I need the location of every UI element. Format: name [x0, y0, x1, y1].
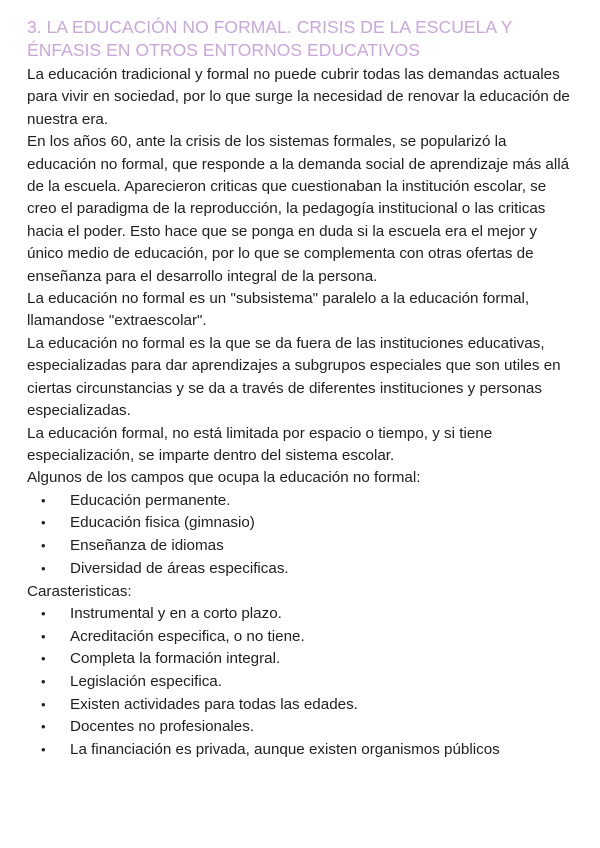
list-item [27, 603, 577, 626]
list-item-text: Enseñanza de idiomas [70, 537, 224, 555]
list-item [27, 694, 577, 717]
list-item-text: Legislación especifica. [70, 673, 222, 691]
bullet-icon: • [41, 628, 46, 644]
list-item [27, 535, 577, 558]
list-item [27, 512, 577, 535]
list-item [27, 716, 577, 739]
list-item-text: Completa la formación integral. [70, 650, 281, 668]
list-item [27, 626, 577, 649]
bullet-icon: • [41, 492, 46, 508]
paragraph-years-60: En los años 60, ante la crisis de los sistemas formales, se popularizó la educación no formal, que responde a la demanda social de aprendizaje más allá de la escuela. Aparecieron criticas que cuestionaban la institución escolar, se creo el paradigma de la reproducción, la pedagogía institucional o las criticas hacia el poder. Esto hace que se ponga en duda si la escuela era el mejor y único medio de educación, por lo que se complementa con otras ofertas de enseñanza para el desarrollo integral de la persona. [27, 133, 570, 285]
list-item [27, 490, 577, 513]
list-item [27, 671, 577, 694]
caracteristicas-heading: Carasteristicas: [27, 582, 132, 600]
list-item [27, 558, 577, 581]
paragraph-campos-intro: Algunos de los campos que ocupa la educación no formal: [27, 469, 421, 487]
bullet-icon: • [41, 605, 46, 621]
list-item-text: Existen actividades para todas las edades. [70, 695, 358, 713]
paragraph-subsistema: La educación no formal es un "subsistema" paralelo a la educación formal, llamandose "extraescolar". [27, 290, 530, 330]
list-item [27, 648, 577, 671]
paragraph-formal: La educación formal, no está limitada por espacio o tiempo, y si tiene especialización, se imparte dentro del sistema escolar. [27, 424, 493, 464]
bullet-icon: • [41, 538, 46, 554]
list-item-text: Educación fisica (gimnasio) [70, 514, 255, 532]
campos-list [27, 490, 577, 581]
section-title: 3. LA EDUCACIÓN NO FORMAL. CRISIS DE LA ESCUELA Y ÉNFASIS EN OTROS ENTORNOS EDUCATIVOS [27, 17, 513, 60]
paragraph-intro: La educación tradicional y formal no puede cubrir todas las demandas actuales para vivir en sociedad, por lo que surge la necesidad de renovar la educación de nuestra era. [27, 66, 570, 128]
caracteristicas-list [27, 603, 577, 762]
list-item-text: Docentes no profesionales. [70, 718, 255, 736]
bullet-icon: • [41, 742, 46, 758]
paragraph-definition: La educación no formal es la que se da fuera de las instituciones educativas, especializadas para dar aprendizajes a subgrupos especiales que son utiles en ciertas circunstancias y se da a través de diferentes instituciones y personas especializadas. [27, 334, 561, 420]
bullet-icon: • [41, 719, 46, 735]
list-item-text: Instrumental y en a corto plazo. [70, 604, 282, 622]
bullet-icon: • [41, 674, 46, 690]
document-page [27, 16, 577, 762]
bullet-icon: • [41, 696, 46, 712]
list-item-text: Diversidad de áreas especificas. [70, 559, 289, 577]
list-item-text: La financiación es privada, aunque existen organismos públicos [70, 741, 500, 759]
list-item [27, 739, 577, 762]
bullet-icon: • [41, 560, 46, 576]
list-item-text: Educación permanente. [70, 491, 231, 509]
list-item-text: Acreditación especifica, o no tiene. [70, 627, 305, 645]
bullet-icon: • [41, 515, 46, 531]
bullet-icon: • [41, 651, 46, 667]
